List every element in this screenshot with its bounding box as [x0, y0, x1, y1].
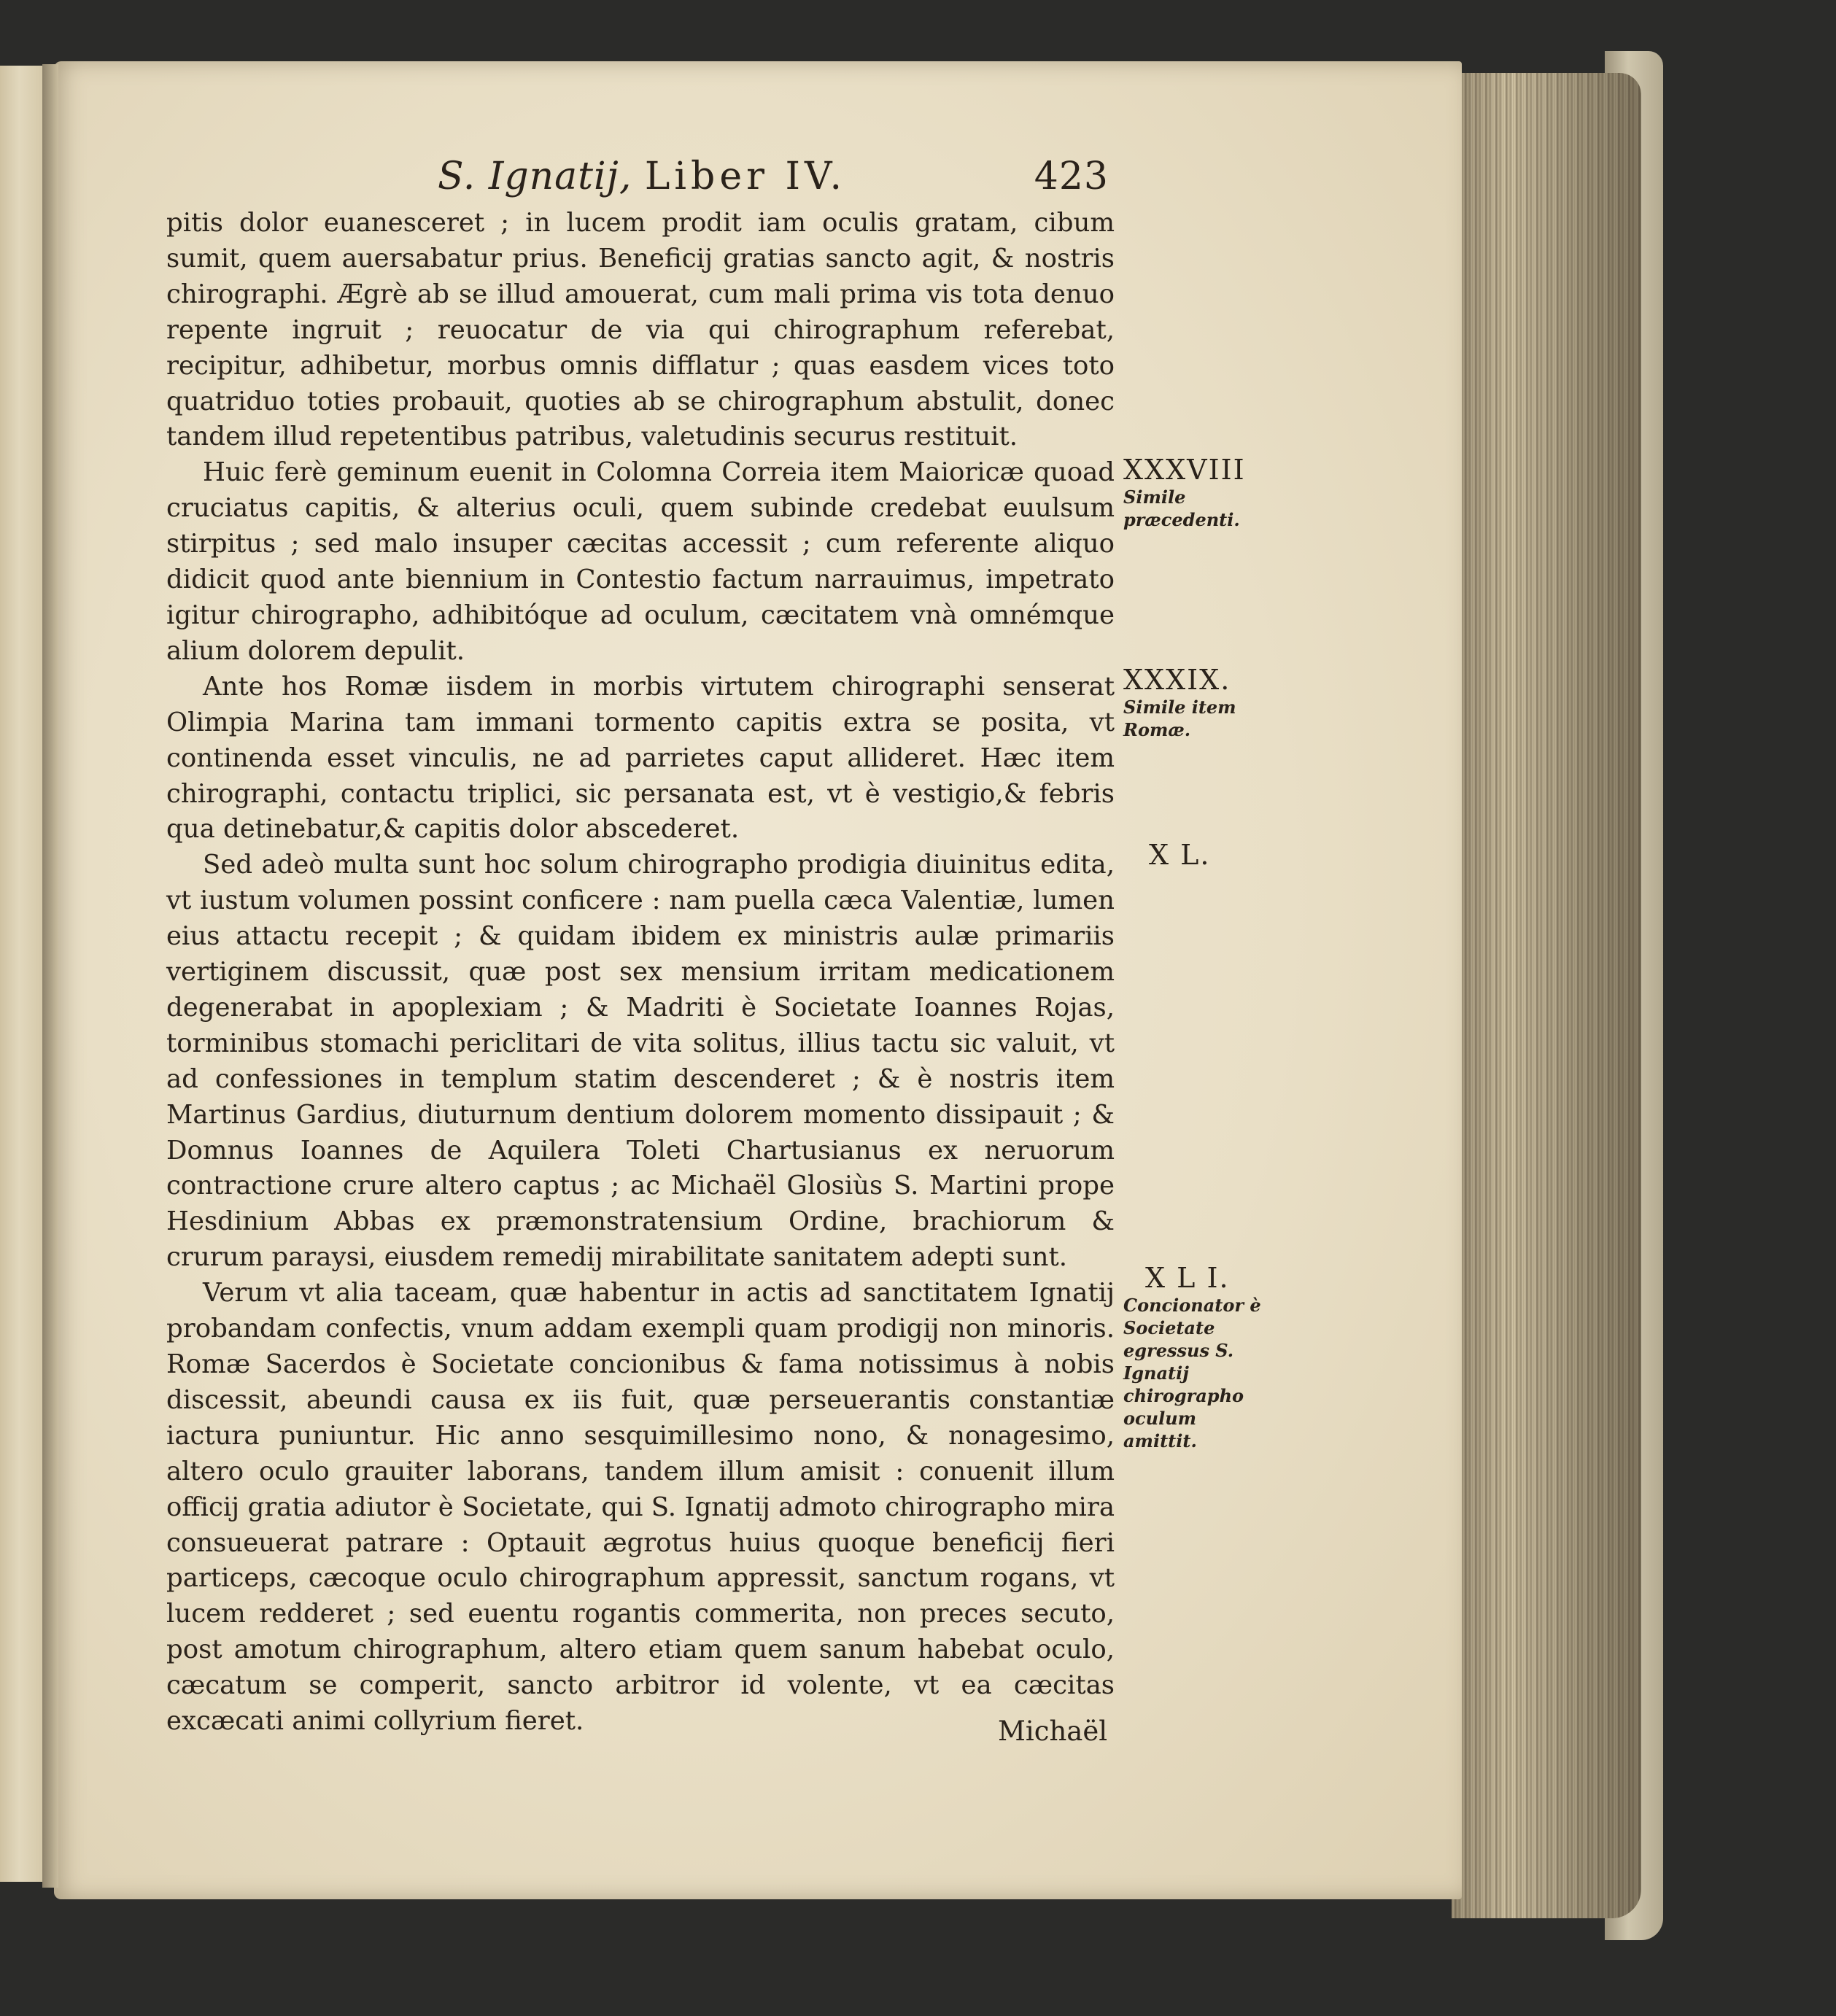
paragraph-2: Huic ferè geminum euenit in Colomna Correia item Maioricæ quoad cruciatus capitis, & alterius oculi, quem subinde credebat euulsum stirpitus ; sed malo insuper cæcitas accessit ; cum referente aliquo didicit quod ante biennium in Contestio factum narrauimus, impetrato igitur chirographo, adhibitóque ad oculum, cæcitatem vnà omnémque alium dolorem depulit. — [166, 457, 1115, 666]
margin-note-number: XXXIX. — [1123, 664, 1231, 696]
previous-page-edge — [0, 66, 48, 1882]
paragraph-4: Sed adeò multa sunt hoc solum chirographo prodigia diuinitus edita, vt iustum volumen possint conficere : nam puella cæca Valentiæ, lumen eius attactu recepit ; & quidam ibidem ex ministris aulæ primariis vertiginem discussit, quæ post sex mensium irritam medicationem degenerabat in apoplexiam ; & Madriti è Societate Ioannes Rojas, torminibus stomachi periclitari de vita solitus, illius tactu sic valuit, vt ad confessiones in templum statim descenderet ; & è nostris item Martinus Gardius, diuturnum dentium dolorem momento dissipauit ; & Domnus Ioannes de Aquilera Toleti Chartusianus ex neruorum contractione crure altero captus ; ac Michaël Glosiùs S. Martini prope Hesdinium Abbas ex præmonstratensium Ordine, brachiorum & crurum paraysi, eiusdem remedij mirabilitate sanitatem adepti sunt. — [166, 850, 1115, 1273]
margin-note-gloss: Simile præcedenti. — [1123, 486, 1240, 530]
margin-note-39 — [1123, 664, 1269, 741]
margin-note-gloss: Concionator è Societate egressus S. Ignatij chirographo oculum amittit. — [1123, 1295, 1261, 1451]
running-header — [438, 155, 1109, 198]
paragraph-1: pitis dolor euanesceret ; in lucem prodit iam oculis gratam, cibum sumit, quem auersabatur prius. Beneficij gratias sancto agit, & nostris chirographi. Ægrè ab se illud amouerat, cum mali prima vis tota denuo repente ingruit ; reuocatur de via qui chirographum referebat, recipitur, adhibetur, morbus omnis difflatur ; quas easdem vices toto quatriduo toties probauit, quoties ab se chirographum abstulit, donec tandem illud repetentibus patribus, valetudinis securus restituit. — [166, 208, 1115, 452]
margin-note-41 — [1123, 1262, 1269, 1452]
body-text — [166, 206, 1115, 1740]
book-fore-edge — [1452, 73, 1641, 1918]
margin-note-number: X L I. — [1145, 1262, 1230, 1294]
margin-note-number: XXXVIII — [1123, 454, 1246, 486]
paragraph-3: Ante hos Romæ iisdem in morbis virtutem chirographi senserat Olimpia Marina tam immani tormento capitis extra se posita, vt continenda esset vinculis, ne ad parrietes caput allideret. Hæc item chirographi, contactu triplici, sic persanata est, vt è vestigio,& febris qua detinebatur,& capitis dolor abscederet. — [166, 671, 1115, 845]
book-gutter — [42, 64, 58, 1888]
margin-note-40 — [1149, 839, 1295, 871]
header-liber: Liber IV. — [644, 155, 847, 198]
catchword: Michaël — [998, 1715, 1108, 1747]
paragraph-5: Verum vt alia taceam, quæ habentur in actis ad sanctitatem Ignatij probandam confectis, vnum addam exempli quam prodigij non minoris. Romæ Sacerdos è Societate concionibus & fama notissimus à nobis discessit, abeundi causa ex iis fuit, quæ perseuerantis constantiæ iactura puniuntur. Hic anno sesquimillesimo nono, & nonagesimo, altero oculo grauiter laborans, tandem illum amisit : conuenit illum officij gratia adiutor è Societate, qui S. Ignatij admoto chirographo mira consueuerat patrare : Optauit ægrotus huius quoque beneficij fieri particeps, cæcoque oculo chirographum appressit, sanctum rogans, vt lucem redderet ; sed euentu rogantis commerita, non preces secuto, post amotum chirographum, altero etiam quem sanum habebat oculo, cæcatum se comperit, sancto arbitror id volente, vt ea cæcitas excæcati animi collyrium fieret. — [166, 1278, 1115, 1737]
margin-note-38 — [1123, 454, 1269, 531]
margin-note-number: X L. — [1149, 839, 1211, 871]
header-title: S. Ignatij, Liber IV. — [438, 155, 847, 198]
header-saint: S. Ignatij — [438, 155, 619, 198]
page-number: 423 — [1034, 155, 1109, 198]
background-top — [0, 0, 1836, 58]
margin-note-gloss: Simile item Romæ. — [1123, 697, 1236, 740]
